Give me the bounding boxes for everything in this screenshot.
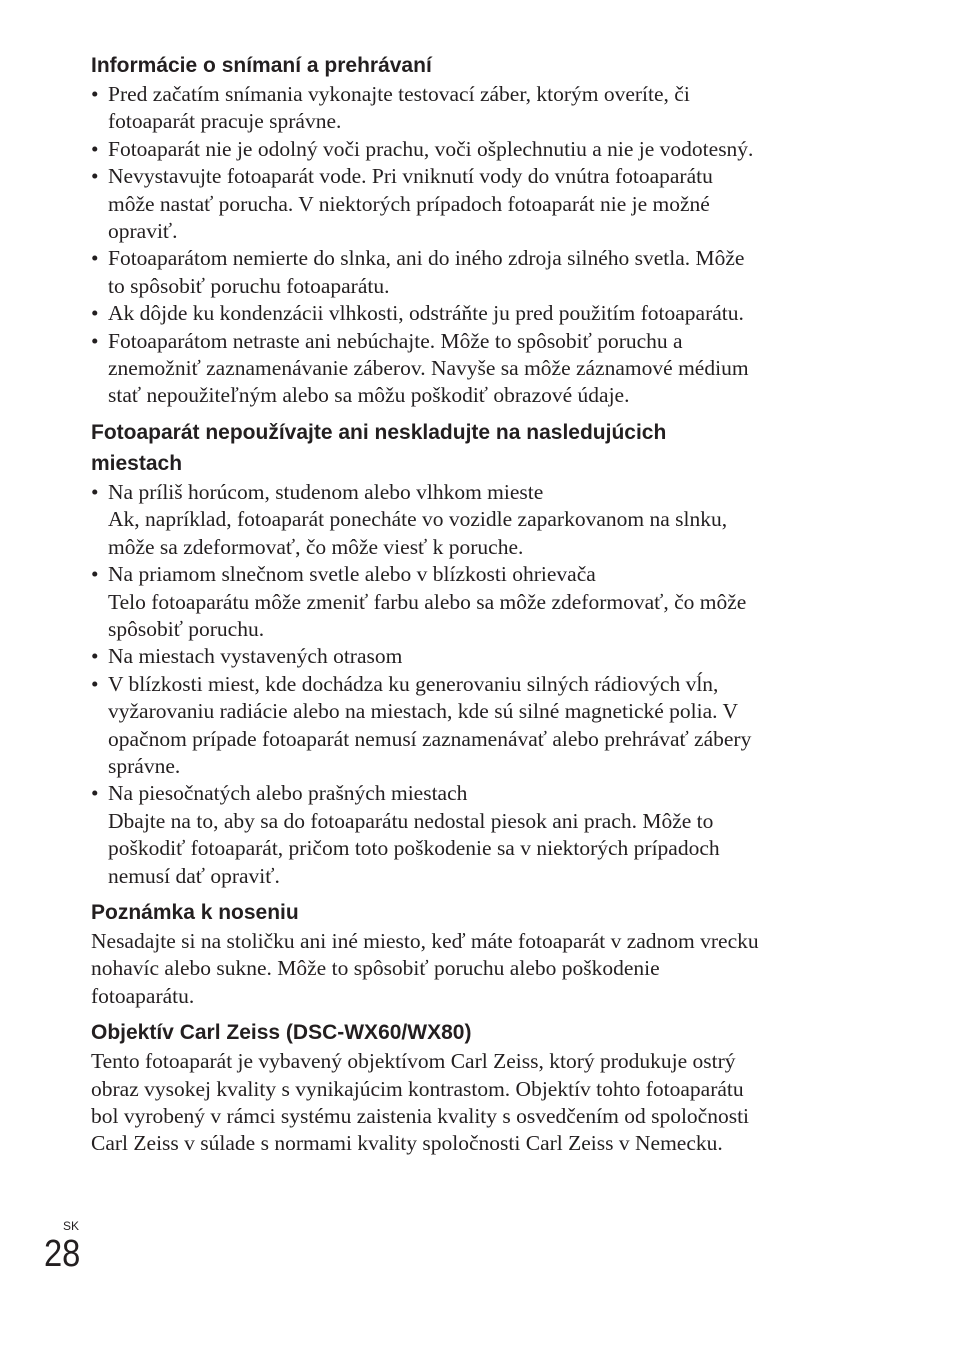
list-item: • Na príliš horúcom, studenom alebo vlhkom mieste Ak, napríklad, fotoaparát ponecháte vo vozidle zaparkovanom na slnku, môže sa zdeformovať, čo môže viesť k poruche. — [91, 479, 843, 561]
page-content — [91, 50, 843, 1165]
list-item: • Pred začatím snímania vykonajte testovací záber, ktorým overíte, či fotoaparát pracuje správne. — [91, 81, 843, 136]
list-item: • Ak dôjde ku kondenzácii vlhkosti, odstráňte ju pred použitím fotoaparátu. — [91, 300, 843, 327]
language-code: SK — [63, 1219, 80, 1233]
list-item: • V blízkosti miest, kde dochádza ku generovaniu silných rádiových vĺn, vyžarovaniu radiácie alebo na miestach, kde sú silné magnetické polia. V opačnom prípade fotoaparát nemusí zaznamenávať alebo prehrávať zábery správne. — [91, 671, 843, 781]
section-carl-zeiss-lens — [91, 1017, 843, 1158]
section-heading: Objektív Carl Zeiss (DSC-WX60/WX80) — [91, 1021, 472, 1045]
section-heading: Informácie o snímaní a prehrávaní — [91, 54, 432, 77]
list-item: • Na priamom slnečnom svetle alebo v blízkosti ohrievača Telo fotoaparátu môže zmeniť farbu alebo sa môže zdeformovať, čo môže spôsobiť poruchu. — [91, 561, 843, 643]
section-carrying-note — [91, 897, 843, 1010]
list-item: • Nevystavujte fotoaparát vode. Pri vniknutí vody do vnútra fotoaparátu môže nastať porucha. V niektorých prípadoch fotoaparát nie je možné opraviť. — [91, 163, 843, 245]
list-item: • Na miestach vystavených otrasom — [91, 643, 843, 670]
section-storage-locations — [91, 417, 843, 890]
section-shooting-playback — [91, 50, 843, 410]
bullet-list — [91, 479, 843, 890]
bullet-list — [91, 81, 843, 410]
list-item: • Fotoaparátom netraste ani nebúchajte. Môže to spôsobiť poruchu a znemožniť zaznamenávanie záberov. Navyše sa môže záznamové médium stať nepoužiteľným alebo sa môžu poškodiť obrazové údaje. — [91, 328, 843, 410]
paragraph: Tento fotoaparát je vybavený objektívom Carl Zeiss, ktorý produkuje ostrý obraz vysokej kvality s vynikajúcim kontrastom. Objektív tohto fotoaparátu bol vyrobený v rámci systému zaistenia kvality s osvedčením od spoločnosti Carl Zeiss v súlade s normami kvality spoločnosti Carl Zeiss v Nemecku. — [91, 1049, 750, 1156]
list-item: • Na piesočnatých alebo prašných miestach Dbajte na to, aby sa do fotoaparátu nedostal piesok ani prach. Môže to poškodiť fotoaparát, pričom toto poškodenie sa v niektorých prípadoch nemusí dať opraviť. — [91, 780, 843, 890]
section-heading: Fotoaparát nepoužívajte ani neskladujte na nasledujúcich miestach — [91, 420, 667, 475]
section-heading: Poznámka k noseniu — [91, 900, 299, 924]
page-number: 28 — [44, 1233, 81, 1275]
list-item: • Fotoaparát nie je odolný voči prachu, voči ošplechnutiu a nie je vodotesný. — [91, 136, 843, 163]
paragraph: Nesadajte si na stoličku ani iné miesto, keď máte fotoaparát v zadnom vrecku nohavíc alebo sukne. Môže to spôsobiť poruchu alebo poškodenie fotoaparátu. — [91, 928, 759, 1008]
list-item: • Fotoaparátom nemierte do slnka, ani do iného zdroja silného svetla. Môže to spôsobiť poruchu fotoaparátu. — [91, 245, 843, 300]
